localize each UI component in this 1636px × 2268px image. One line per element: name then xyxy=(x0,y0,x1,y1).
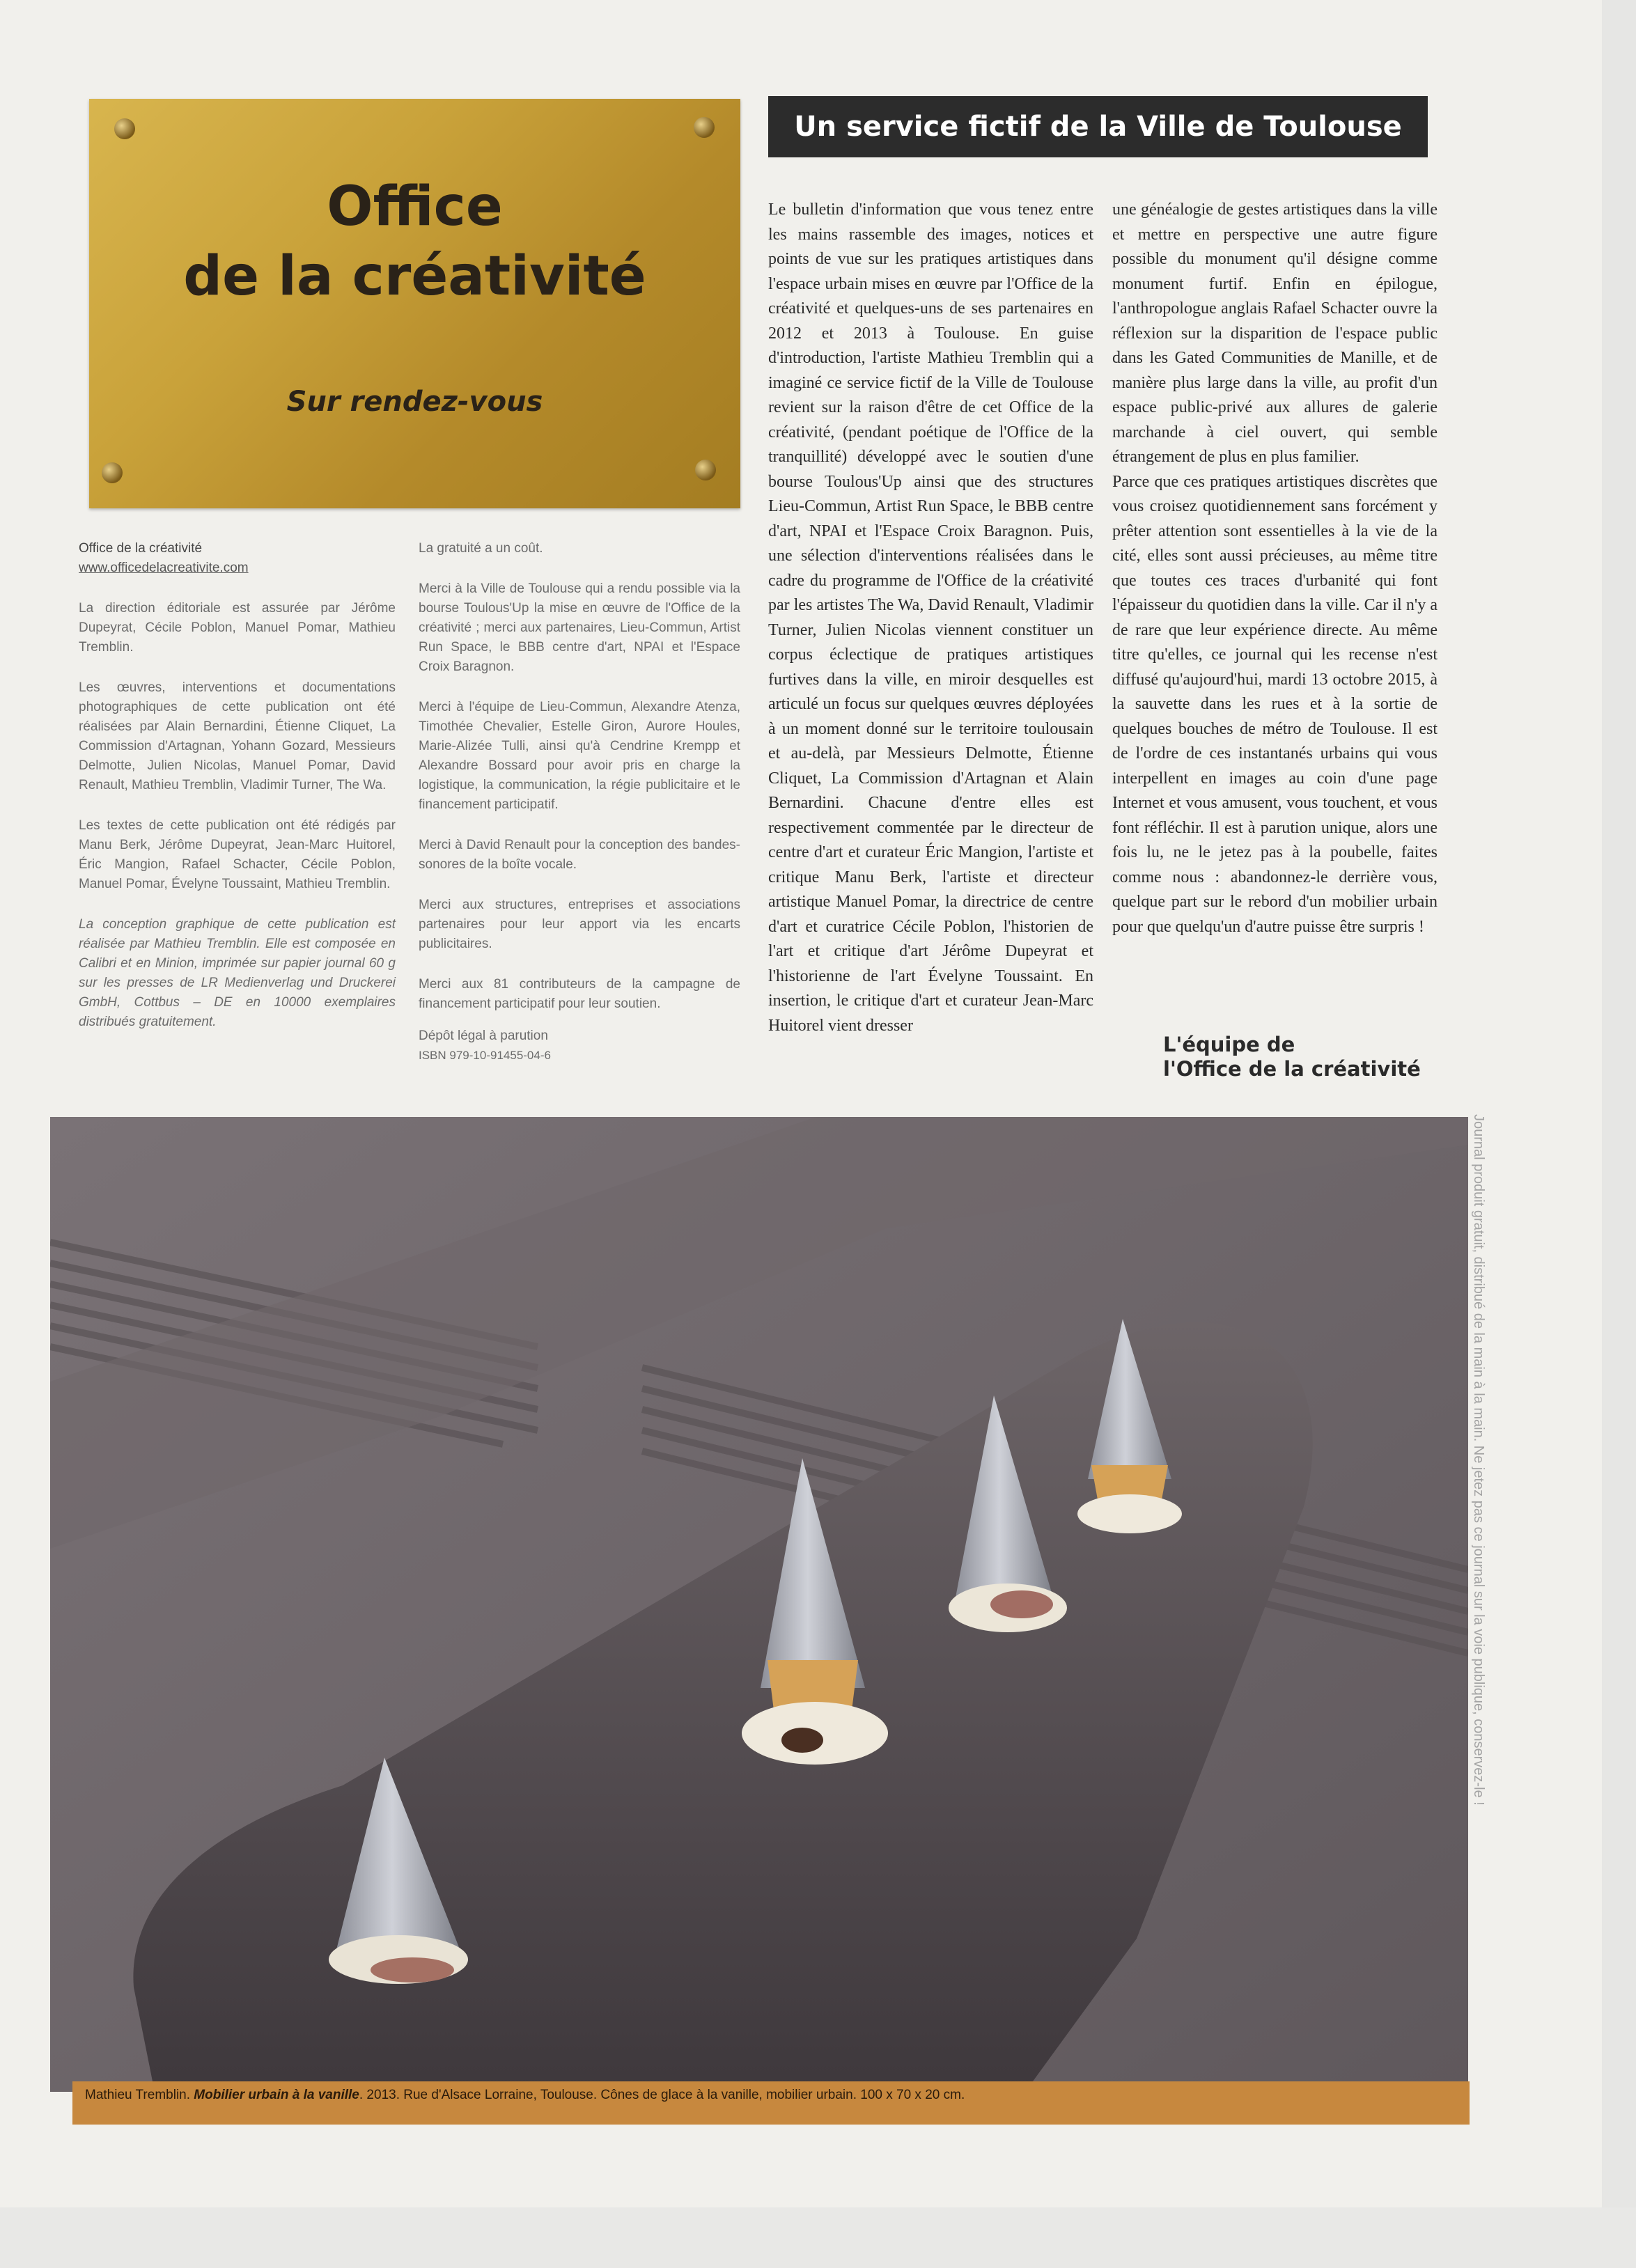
design-credits: La conception graphique de cette publication est réalisée par Mathieu Tremblin. Elle est composée en Calibri et en Minion, imprimée sur papier journal 60 g sur les presses de LR Medienverlag und Druckerei GmbH, Cottbus – DE en 10000 exemplaires distribués gratuitement. xyxy=(79,917,396,1029)
screw-icon xyxy=(694,117,715,138)
screw-icon xyxy=(114,118,135,139)
legal-deposit: Dépôt légal à parution xyxy=(419,1029,548,1043)
org-name: Office de la créativité xyxy=(79,541,203,556)
vertical-side-note: Journal produit gratuit, distribué de la main à la main. Ne jetez pas ce journal sur la voie publique, conservez-le ! xyxy=(1471,1114,1486,1806)
artwork-credits: Les œuvres, interventions et documentations photographiques de cette publication ont été réalisées par Alain Bernardini, Étienne Cliquet, La Commission d'Artagnan, Yohann Gozard, Messieurs Delmotte, Julien Nicolas, Manuel Pomar, David Renault, Mathieu Tremblin, Vladimir Turner, The Wa. xyxy=(79,680,396,792)
plaque-title-line2: de la créativité xyxy=(183,245,646,308)
caption-details: . 2013. Rue d'Alsace Lorraine, Toulouse. Cônes de glace à la vanille, mobilier urbain. 100 x 70 x 20 cm. xyxy=(359,2088,965,2102)
editorial-credits: La direction éditoriale est assurée par Jérôme Dupeyrat, Cécile Poblon, Manuel Pomar, Mathieu Tremblin. xyxy=(79,601,396,655)
article-column-1 xyxy=(768,198,1093,1038)
credits-right-column xyxy=(419,539,740,1065)
credits-left-column xyxy=(79,539,396,1053)
caption-artist: Mathieu Tremblin. xyxy=(85,2088,191,2102)
screw-icon xyxy=(695,460,716,480)
thanks-city: Merci à la Ville de Toulouse qui a rendu possible via la bourse Toulous'Up la mise en œuvre de l'Office de la créativité ; merci aux partenaires, Lieu-Commun, Artist Run Space, le BBB centre d'art, NPAI et l'Espace Croix Baragnon. xyxy=(419,581,740,674)
photo-caption xyxy=(72,2081,1470,2125)
paper-edge-bottom xyxy=(0,2207,1636,2268)
thanks-team: Merci à l'équipe de Lieu-Commun, Alexandre Atenza, Timothée Chevalier, Estelle Giron, Aurore Houles, Marie-Alizée Tulli, ainsi qu'à Cendrine Krempp et Alexandre Bossard pour avoir pris en charge la logistique, la communication, la régie publicitaire et le financement participatif. xyxy=(419,700,740,812)
free-note: La gratuité a un coût. xyxy=(419,541,543,556)
thanks-contributors: Merci aux 81 contributeurs de la campagne de financement participatif pour leur soutien. xyxy=(419,977,740,1011)
caption-title: Mobilier urbain à la vanille xyxy=(194,2088,359,2102)
signature-line1: L'équipe de xyxy=(1163,1033,1295,1056)
photo-ice-cream-cones xyxy=(50,1117,1468,2092)
office-plaque xyxy=(89,99,740,508)
plaque-title xyxy=(89,172,740,311)
plaque-title-line1: Office xyxy=(327,175,503,238)
article-paragraph: Le bulletin d'information que vous tenez entre les mains rassemble des images, notices et points de vue sur les pratiques artistiques dans l'espace urbain mises en œuvre par l'Office de la créativité et quelques-uns de ses partenaires en 2012 et 2013 à Toulouse. En guise d'introduction, l'artiste Mathieu Tremblin qui a imaginé ce service fictif de la Ville de Toulouse revient sur la raison d'être de cet Office de la créativité, (pendant poétique de l'Office de la tranquillité) développé avec le soutien d'une bourse Toulous'Up ainsi que des structures Lieu-Commun, Artist Run Space, le BBB centre d'art, NPAI et l'Espace Croix Baragnon. Puis, une sélection d'interventions réalisées dans le cadre du programme de l'Office de la créativité par les artistes The Wa, David Renault, Vladimir Turner, Julien Nicolas viennent constituer un corpus éclectique de pratiques artistiques furtives dans la ville, en miroir desquelles est articulé un focus sur quelques œuvres déployées à un moment donné sur le territoire toulousain et au-delà, par Messieurs Delmotte, Étienne Cliquet, La Commission d'Artagnan et Alain Bernardini. Chacune d'entre elles est respectivement commentée par le directeur de centre d'art et curateur Éric Mangion, l'artiste et critique Manu Berk, l'artiste et directeur artistique Manuel Pomar, la directrice de centre d'art et curatrice Cécile Poblon, l'historien de l'art et critique d'art Jérôme Dupeyrat et l'historienne de l'art Évelyne Toussaint. En insertion, le critique d'art et curateur Jean-Marc Huitorel vient dresser xyxy=(768,201,1093,1035)
article-signature xyxy=(1163,1033,1442,1081)
plaque-subtitle: Sur rendez-vous xyxy=(286,386,543,418)
screw-icon xyxy=(102,462,123,483)
text-credits: Les textes de cette publication ont été rédigés par Manu Berk, Jérôme Dupeyrat, Jean-Marc Huitorel, Éric Mangion, Rafael Schacter, Cécile Poblon, Manuel Pomar, Évelyne Toussaint, Mathieu Tremblin. xyxy=(79,818,396,891)
photo-illustration xyxy=(50,1117,1468,2092)
signature-line2: l'Office de la créativité xyxy=(1163,1057,1421,1081)
article-paragraph: Parce que ces pratiques artistiques discrètes que vous croisez quotidiennement sans forcément y prêter attention sont essentielles à la vie de la cité, elles sont aussi précieuses, au même titre que toutes ces traces d'urbanité qui font l'épaisseur du quotidien dans la ville. Car il n'y a de rare que leur expérience directe. Au même titre qu'elles, ce journal qui les recense n'est diffusé qu'aujourd'hui, mardi 13 octobre 2015, à la sauvette dans les rues et à la sortie de quelques bouches de métro de Toulouse. Il est de l'ordre de ces instantanés urbains qui vous interpellent en images au coin d'une page Internet et vous amusent, vous touchent, et vous font réfléchir. Il est à parution unique, alors une fois lu, ne le jetez pas à la poubelle, faites comme nous : abandonnez-le derrière vous, quelque part sur le rebord d'un mobilier urbain pour que quelqu'un d'autre puisse être surpris ! xyxy=(1112,472,1438,936)
isbn: ISBN 979-10-91455-04-6 xyxy=(419,1049,551,1062)
thanks-sound: Merci à David Renault pour la conception des bandes-sonores de la boîte vocale. xyxy=(419,838,740,872)
thanks-partners: Merci aux structures, entreprises et associations partenaires pour leur apport via les encarts publicitaires. xyxy=(419,898,740,951)
article-heading: Un service fictif de la Ville de Toulouse xyxy=(768,96,1428,157)
article-paragraph: une généalogie de gestes artistiques dans la ville et mettre en perspective une autre figure possible du monument qu'il désigne comme monument furtif. Enfin en épilogue, l'anthropologue anglais Rafael Schacter ouvre la réflexion sur la disparition de l'espace public dans les Gated Communities de Manille, et de manière plus large dans la ville, au profit d'un espace public-privé aux allures de galerie marchande à ciel ouvert, qui semble étrangement de plus en plus familier. xyxy=(1112,201,1438,466)
article-column-2 xyxy=(1112,198,1438,939)
website-link[interactable]: www.officedelacreativite.com xyxy=(79,561,249,575)
paper-edge-right xyxy=(1602,0,1636,2268)
